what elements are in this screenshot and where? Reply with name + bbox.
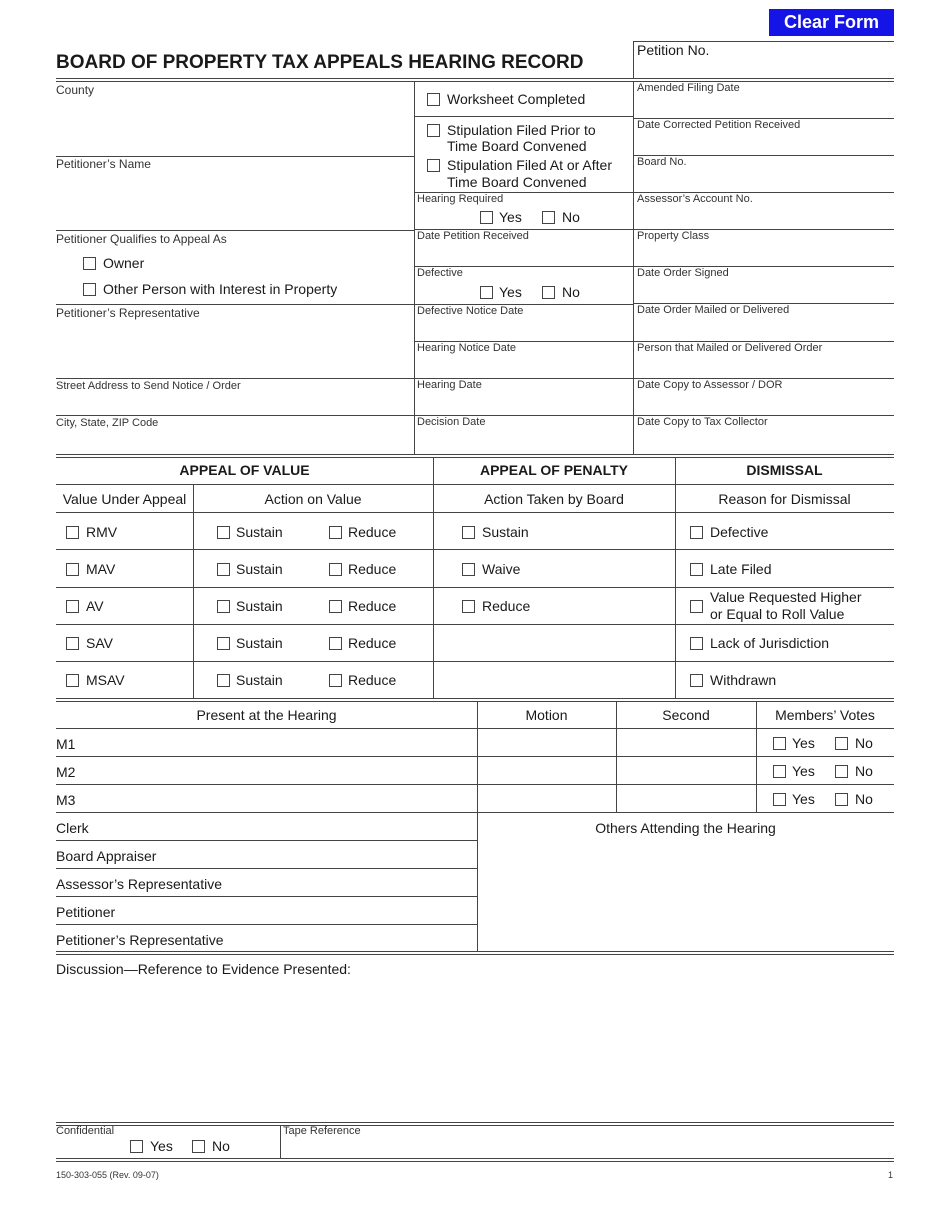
av-label: AV: [86, 598, 104, 614]
section-rule: [56, 951, 894, 955]
yes-label: Yes: [792, 791, 815, 807]
county-label: County: [56, 83, 95, 97]
rmv-sustain-checkbox[interactable]: [217, 526, 230, 539]
av-sustain-checkbox[interactable]: [217, 600, 230, 613]
av-reduce-checkbox[interactable]: [329, 600, 342, 613]
date-copy-tax-collector-label: Date Copy to Tax Collector: [637, 416, 768, 428]
mav-sustain-checkbox[interactable]: [217, 563, 230, 576]
penalty-sustain-checkbox[interactable]: [462, 526, 475, 539]
sustain-label: Sustain: [236, 598, 283, 614]
confidential-yes-checkbox[interactable]: [130, 1140, 143, 1153]
divider: [56, 304, 414, 305]
sav-reduce-checkbox[interactable]: [329, 637, 342, 650]
discussion-label: Discussion—Reference to Evidence Presented:: [56, 961, 351, 977]
members-votes-header: Members’ Votes: [775, 707, 875, 723]
stipulation-after-label-2: Time Board Convened: [447, 174, 587, 190]
date-order-signed-label: Date Order Signed: [637, 267, 729, 279]
m2-no-checkbox[interactable]: [835, 765, 848, 778]
no-label: No: [212, 1138, 230, 1154]
dismissal-late-filed-label: Late Filed: [710, 561, 772, 577]
dismissal-value-higher-label: Value Requested Higher: [710, 589, 862, 605]
sustain-label: Sustain: [236, 672, 283, 688]
worksheet-checkbox[interactable]: [427, 93, 440, 106]
dismissal-defective-checkbox[interactable]: [690, 526, 703, 539]
petitioner-label: Petitioner: [56, 904, 116, 920]
divider: [414, 81, 415, 455]
petitioners-representative-label: Petitioner’s Representative: [56, 932, 224, 948]
sav-checkbox[interactable]: [66, 637, 79, 650]
reduce-label: Reduce: [348, 561, 397, 577]
divider: [56, 549, 894, 550]
worksheet-label: Worksheet Completed: [447, 91, 586, 107]
hearing-required-label: Hearing Required: [417, 193, 504, 205]
m3-yes-checkbox[interactable]: [773, 793, 786, 806]
other-person-checkbox[interactable]: [83, 283, 96, 296]
qualifies-label: Petitioner Qualifies to Appeal As: [56, 232, 227, 246]
representative-label: Petitioner’s Representative: [56, 306, 200, 320]
section-rule: [56, 698, 894, 702]
motion-header: Motion: [525, 707, 568, 723]
sav-sustain-checkbox[interactable]: [217, 637, 230, 650]
mav-label: MAV: [86, 561, 116, 577]
appeal-of-penalty-header: APPEAL OF PENALTY: [479, 462, 629, 478]
divider: [56, 378, 414, 379]
section-rule: [56, 1122, 894, 1126]
no-label: No: [855, 763, 873, 779]
board-no-label: Board No.: [637, 156, 687, 168]
property-class-label: Property Class: [637, 230, 710, 242]
owner-checkbox[interactable]: [83, 257, 96, 270]
board-appraiser-label: Board Appraiser: [56, 848, 157, 864]
no-label: No: [562, 209, 580, 225]
stipulation-prior-label-2: Time Board Convened: [447, 138, 587, 154]
divider: [56, 784, 894, 785]
mav-reduce-checkbox[interactable]: [329, 563, 342, 576]
date-order-mailed-label: Date Order Mailed or Delivered: [637, 304, 790, 316]
divider: [193, 485, 194, 698]
city-state-zip-label: City, State, ZIP Code: [56, 417, 159, 429]
clerk-label: Clerk: [56, 820, 89, 836]
date-petition-received-label: Date Petition Received: [417, 230, 529, 242]
dismissal-value-higher-label-2: or Equal to Roll Value: [710, 606, 845, 622]
yes-label: Yes: [499, 209, 522, 225]
member-m3-label: M3: [56, 792, 76, 808]
no-label: No: [855, 735, 873, 751]
msav-label: MSAV: [86, 672, 125, 688]
other-person-label: Other Person with Interest in Property: [103, 281, 338, 297]
m2-yes-checkbox[interactable]: [773, 765, 786, 778]
value-under-appeal-header: Value Under Appeal: [62, 491, 187, 507]
divider: [56, 415, 414, 416]
sustain-label: Sustain: [236, 635, 283, 651]
divider: [56, 868, 477, 869]
rmv-label: RMV: [86, 524, 118, 540]
petition-no-label: Petition No.: [637, 42, 710, 58]
header-rule: [56, 78, 894, 82]
dismissal-withdrawn-checkbox[interactable]: [690, 674, 703, 687]
penalty-reduce-label: Reduce: [482, 598, 531, 614]
form-number: 150-303-055 (Rev. 09-07): [56, 1170, 159, 1180]
divider: [56, 661, 894, 662]
sustain-label: Sustain: [236, 561, 283, 577]
owner-label: Owner: [103, 255, 145, 271]
divider: [56, 812, 894, 813]
no-label: No: [855, 791, 873, 807]
date-corrected-petition-label: Date Corrected Petition Received: [637, 119, 801, 131]
hearing-required-no-checkbox[interactable]: [542, 211, 555, 224]
confidential-label: Confidential: [56, 1125, 115, 1137]
mav-checkbox[interactable]: [66, 563, 79, 576]
member-m1-label: M1: [56, 736, 76, 752]
dismissal-jurisdiction-checkbox[interactable]: [690, 637, 703, 650]
rmv-checkbox[interactable]: [66, 526, 79, 539]
divider: [56, 840, 477, 841]
penalty-reduce-checkbox[interactable]: [462, 600, 475, 613]
penalty-waive-checkbox[interactable]: [462, 563, 475, 576]
reduce-label: Reduce: [348, 524, 397, 540]
divider: [56, 587, 894, 588]
rmv-reduce-checkbox[interactable]: [329, 526, 342, 539]
stipulation-after-checkbox[interactable]: [427, 159, 440, 172]
action-on-value-header: Action on Value: [264, 491, 362, 507]
sustain-label: Sustain: [236, 524, 283, 540]
divider: [633, 81, 634, 455]
m3-no-checkbox[interactable]: [835, 793, 848, 806]
petitioners-name-label: Petitioner’s Name: [56, 157, 151, 171]
sav-label: SAV: [86, 635, 113, 651]
divider: [56, 924, 477, 925]
divider: [633, 41, 634, 79]
clear-form-button[interactable]: Clear Form: [769, 9, 894, 36]
decision-date-label: Decision Date: [417, 416, 486, 428]
defective-notice-date-label: Defective Notice Date: [417, 305, 524, 317]
dismissal-header: DISMISSAL: [746, 462, 823, 478]
person-mailed-label: Person that Mailed or Delivered Order: [637, 342, 823, 354]
defective-label: Defective: [417, 267, 463, 279]
m1-yes-checkbox[interactable]: [773, 737, 786, 750]
section-rule: [56, 454, 894, 458]
m1-no-checkbox[interactable]: [835, 737, 848, 750]
yes-label: Yes: [150, 1138, 173, 1154]
penalty-waive-label: Waive: [482, 561, 521, 577]
stipulation-prior-label: Stipulation Filed Prior to: [447, 122, 596, 138]
amended-filing-date-label: Amended Filing Date: [637, 82, 740, 94]
msav-checkbox[interactable]: [66, 674, 79, 687]
street-address-label: Street Address to Send Notice / Order: [56, 380, 241, 392]
present-header: Present at the Hearing: [196, 707, 337, 723]
divider: [56, 512, 894, 513]
reduce-label: Reduce: [348, 635, 397, 651]
msav-sustain-checkbox[interactable]: [217, 674, 230, 687]
dismissal-late-filed-checkbox[interactable]: [690, 563, 703, 576]
msav-reduce-checkbox[interactable]: [329, 674, 342, 687]
divider: [56, 756, 894, 757]
divider: [56, 896, 477, 897]
reduce-label: Reduce: [348, 672, 397, 688]
appeal-of-value-header: APPEAL OF VALUE: [179, 462, 310, 478]
dismissal-jurisdiction-label: Lack of Jurisdiction: [710, 635, 830, 651]
av-checkbox[interactable]: [66, 600, 79, 613]
hearing-date-label: Hearing Date: [417, 379, 482, 391]
assessors-representative-label: Assessor’s Representative: [56, 876, 223, 892]
yes-label: Yes: [499, 284, 522, 300]
stipulation-prior-checkbox[interactable]: [427, 124, 440, 137]
form-title: BOARD OF PROPERTY TAX APPEALS HEARING RECORD: [56, 52, 584, 73]
assessors-account-label: Assessor’s Account No.: [637, 193, 753, 205]
reason-for-dismissal-header: Reason for Dismissal: [718, 491, 851, 507]
action-taken-header: Action Taken by Board: [484, 491, 624, 507]
divider: [56, 230, 414, 231]
others-attending-header: Others Attending the Hearing: [595, 820, 776, 836]
member-m2-label: M2: [56, 764, 76, 780]
stipulation-after-label: Stipulation Filed At or After: [447, 157, 612, 173]
yes-label: Yes: [792, 735, 815, 751]
page-number: 1: [888, 1170, 894, 1180]
hearing-notice-date-label: Hearing Notice Date: [417, 342, 517, 354]
dismissal-defective-label: Defective: [710, 524, 769, 540]
yes-label: Yes: [792, 763, 815, 779]
date-copy-assessor-label: Date Copy to Assessor / DOR: [637, 379, 783, 391]
defective-no-checkbox[interactable]: [542, 286, 555, 299]
dismissal-value-higher-checkbox[interactable]: [690, 600, 703, 613]
no-label: No: [562, 284, 580, 300]
section-rule: [56, 1158, 894, 1162]
tape-reference-label: Tape Reference: [283, 1125, 361, 1137]
divider: [414, 116, 633, 117]
reduce-label: Reduce: [348, 598, 397, 614]
dismissal-withdrawn-label: Withdrawn: [710, 672, 777, 688]
divider: [280, 1126, 281, 1158]
divider: [56, 484, 894, 485]
divider: [56, 728, 894, 729]
hearing-required-yes-checkbox[interactable]: [480, 211, 493, 224]
defective-yes-checkbox[interactable]: [480, 286, 493, 299]
second-header: Second: [662, 707, 710, 723]
penalty-sustain-label: Sustain: [482, 524, 529, 540]
divider: [56, 624, 894, 625]
confidential-no-checkbox[interactable]: [192, 1140, 205, 1153]
